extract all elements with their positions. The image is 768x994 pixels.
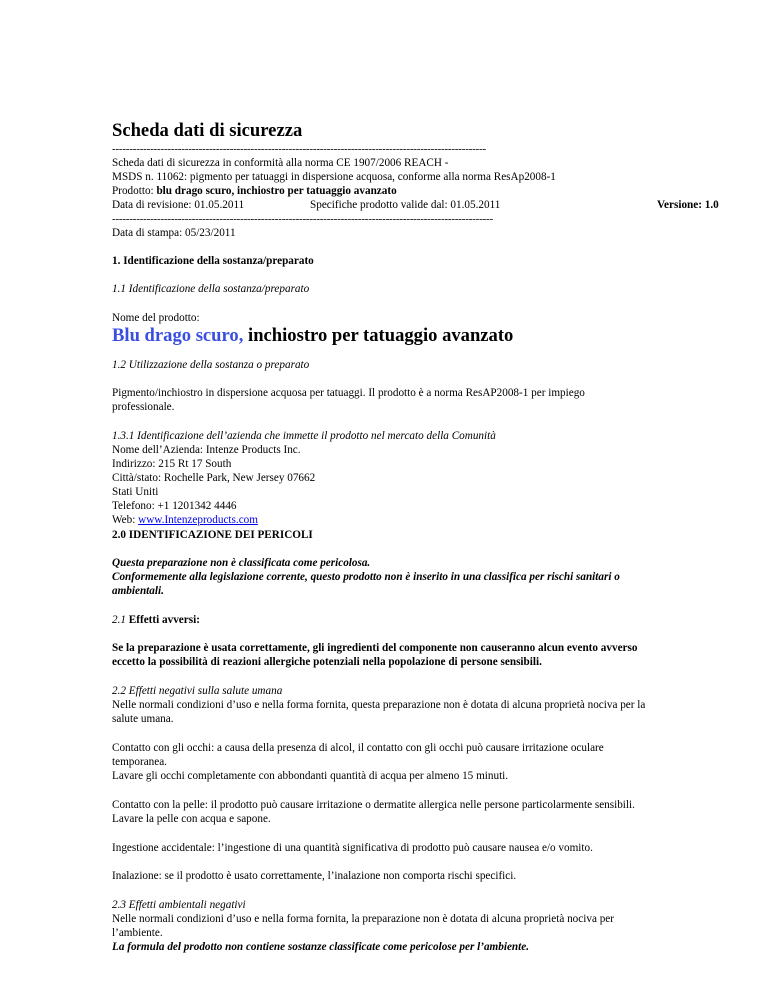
separator-line: -------------------------------------------------------------------------------------------------------------- <box>112 213 493 225</box>
product-use <box>112 386 732 414</box>
environment-line: l’ambiente. <box>112 927 163 939</box>
web-label: Web: <box>112 514 139 526</box>
company-block <box>112 429 732 527</box>
adverse-line: Se la preparazione è usata correttamente, gli ingredienti del componente non causeranno alcun evento avverso <box>112 642 638 654</box>
adverse-effects-block <box>112 641 732 669</box>
header-block <box>112 156 732 212</box>
classification-line: ambientali. <box>112 585 164 597</box>
section-1-heading: 1. Identificazione della sostanza/preparato <box>112 255 314 267</box>
product-use-line: Pigmento/inchiostro in dispersione acquosa per tatuaggi. Il prodotto è a norma ResAP2008-1 per impiego <box>112 387 585 399</box>
company-country: Stati Uniti <box>112 486 159 498</box>
product-label: Prodotto: <box>112 185 157 197</box>
subsection-2-2: 2.2 Effetti negativi sulla salute umana <box>112 685 283 697</box>
eye-line: Lavare gli occhi completamente con abbondanti quantità di acqua per almeno 15 minuti. <box>112 770 509 782</box>
health-line: salute umana. <box>112 713 174 725</box>
company-city: Città/stato: Rochelle Park, New Jersey 07662 <box>112 472 316 484</box>
separator-line: ------------------------------------------------------------------------------------------------------------ <box>112 143 487 155</box>
print-date: Data di stampa: 05/23/2011 <box>112 227 236 239</box>
classification-block <box>112 556 732 598</box>
product-line <box>112 184 732 198</box>
eye-line: temporanea. <box>112 756 167 768</box>
skin-line: Lavare la pelle con acqua e sapone. <box>112 813 271 825</box>
product-name-rest: inchiostro per tatuaggio avanzato <box>243 325 514 346</box>
environment-line: La formula del prodotto non contiene sostanze classificate come pericolose per l’ambiente. <box>112 941 530 953</box>
subsection-2-1 <box>112 613 732 627</box>
subsection-number: 2.1 <box>112 614 129 626</box>
product-name-blue: Blu drago scuro, <box>112 325 244 346</box>
product-value: blu drago scuro, inchiostro per tatuaggio avanzato <box>156 185 397 197</box>
section-2-heading: 2.0 IDENTIFICAZIONE DEI PERICOLI <box>112 529 313 541</box>
health-effects-block <box>112 684 732 726</box>
skin-contact-block <box>112 798 732 826</box>
subsection-2-3: 2.3 Effetti ambientali negativi <box>112 899 246 911</box>
classification-line: Conformemente alla legislazione corrente, questo prodotto non è inserito in una classifica per rischi sanitari o <box>112 571 620 583</box>
header-line-1: Scheda dati di sicurezza in conformità alla norma CE 1907/2006 REACH - <box>112 157 449 169</box>
subsection-1-1: 1.1 Identificazione della sostanza/preparato <box>112 283 310 295</box>
company-address: Indirizzo: 215 Rt 17 South <box>112 458 232 470</box>
subsection-title: Effetti avversi: <box>128 614 200 626</box>
company-name: Nome dell’Azienda: Intenze Products Inc. <box>112 444 301 456</box>
environment-line: Nelle normali condizioni d’uso e nella forma fornita, la preparazione non è dotata di alcuna proprietà nociva per <box>112 913 614 925</box>
header-line-2: MSDS n. 11062: pigmento per tatuaggi in dispersione acquosa, conforme alla norma ResAp2008-1 <box>112 171 556 183</box>
adverse-line: eccetto la possibilità di reazioni allergiche potenziali nella popolazione di persone sensibili. <box>112 656 542 668</box>
eye-line: Contatto con gli occhi: a causa della presenza di alcol, il contatto con gli occhi può causare irritazione oculare <box>112 742 604 754</box>
environmental-block <box>112 898 732 954</box>
company-web <box>112 513 732 527</box>
revision-date: Data di revisione: 01.05.2011 <box>112 199 245 211</box>
company-phone: Telefono: +1 1201342 4446 <box>112 500 237 512</box>
ingestion-text: Ingestione accidentale: l’ingestione di una quantità significativa di prodotto può causare nausea e/o vomito. <box>112 842 593 854</box>
health-line: Nelle normali condizioni d’uso e nella forma fornita, questa preparazione non è dotata di alcuna proprietà nociva per la <box>112 699 646 711</box>
product-name-label: Nome del prodotto: <box>112 312 200 324</box>
subsection-1-2: 1.2 Utilizzazione della sostanza o preparato <box>112 359 310 371</box>
document-title: Scheda dati di sicurezza <box>112 120 303 141</box>
subsection-1-3-1: 1.3.1 Identificazione dell’azienda che immette il prodotto nel mercato della Comunità <box>112 430 496 442</box>
classification-line: Questa preparazione non è classificata come pericolosa. <box>112 557 371 569</box>
specs-date: Specifiche prodotto valide dal: 01.05.2011 <box>310 199 501 211</box>
product-use-line: professionale. <box>112 401 175 413</box>
inhalation-text: Inalazione: se il prodotto è usato correttamente, l’inalazione non comporta rischi specifici. <box>112 870 517 882</box>
product-name-heading <box>112 325 732 347</box>
revision-line <box>112 198 732 212</box>
website-link[interactable]: www.Intenzeproducts.com <box>138 514 258 526</box>
version-label: Versione: 1.0 <box>657 199 719 211</box>
eye-contact-block <box>112 741 732 783</box>
skin-line: Contatto con la pelle: il prodotto può causare irritazione o dermatite allergica nelle persone particolarmente sensibili. <box>112 799 635 811</box>
